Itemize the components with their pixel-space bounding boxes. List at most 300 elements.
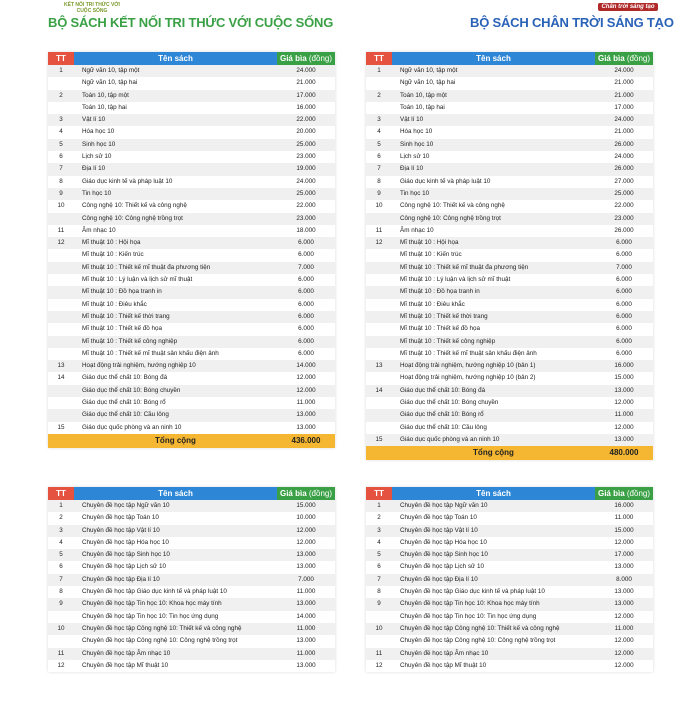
row-price: 24.000 [277, 65, 335, 77]
row-name: Ngữ văn 10, tập hai [392, 77, 595, 89]
table-row [48, 500, 335, 512]
header-row [48, 487, 335, 500]
row-tt [48, 77, 74, 89]
row-price: 25.000 [277, 139, 335, 151]
table-row [366, 139, 653, 151]
row-name: Giáo dục thể chất 10: Bóng rổ [74, 397, 277, 409]
table-row [366, 237, 653, 249]
row-name: Chuyên đề học tập Giáo dục kinh tế và pháp luật 10 [392, 586, 595, 598]
row-price: 22.000 [277, 114, 335, 126]
row-tt: 6 [366, 151, 392, 163]
row-tt [366, 213, 392, 225]
row-name: Chuyên đề học tập Công nghệ 10: Công nghệ trồng trọt [392, 635, 595, 647]
row-price: 6.000 [277, 286, 335, 298]
row-name: Toán 10, tập hai [392, 102, 595, 114]
row-name: Mĩ thuật 10 : Điêu khắc [392, 299, 595, 311]
table-row [366, 323, 653, 335]
row-name: Chuyên đề học tập Toán 10 [74, 512, 277, 524]
row-tt [48, 286, 74, 298]
table-row [48, 274, 335, 286]
table-row [366, 102, 653, 114]
row-price: 16.000 [595, 500, 653, 512]
row-price: 23.000 [595, 213, 653, 225]
row-name: Chuyên đề học tập Địa lí 10 [392, 574, 595, 586]
row-price: 12.000 [595, 648, 653, 660]
row-tt: 3 [366, 525, 392, 537]
row-price: 13.000 [595, 598, 653, 610]
table-row [48, 611, 335, 623]
table-row [48, 188, 335, 200]
total-row [366, 446, 653, 460]
row-name: Công nghệ 10: Công nghệ trồng trọt [392, 213, 595, 225]
row-tt: 7 [48, 163, 74, 175]
table-row [366, 188, 653, 200]
table-row [366, 65, 653, 77]
row-tt: 11 [366, 225, 392, 237]
row-price: 16.000 [277, 102, 335, 114]
table-row [48, 525, 335, 537]
total-label: Tổng cộng [74, 434, 277, 448]
table-row [48, 65, 335, 77]
row-price: 11.000 [277, 648, 335, 660]
row-name: Hoạt động trải nghiệm, hướng nghiệp 10 (bản 2) [392, 372, 595, 384]
row-name: Chuyên đề học tập Vật lí 10 [74, 525, 277, 537]
row-name: Mĩ thuật 10 : Thiết kế mĩ thuật sân khấu điện ảnh [74, 348, 277, 360]
row-name: Chuyên đề học tập Ngữ văn 10 [74, 500, 277, 512]
row-price: 7.000 [277, 574, 335, 586]
row-price: 11.000 [595, 623, 653, 635]
row-tt [48, 348, 74, 360]
row-tt: 13 [366, 360, 392, 372]
row-price: 24.000 [595, 114, 653, 126]
table-row [366, 200, 653, 212]
row-name: Chuyên đề học tập Công nghệ 10: Công nghệ trồng trọt [74, 635, 277, 647]
table-row [366, 586, 653, 598]
row-price: 13.000 [277, 635, 335, 647]
row-tt: 5 [48, 549, 74, 561]
row-price: 13.000 [595, 586, 653, 598]
row-price: 6.000 [595, 249, 653, 261]
heading-ctst: BỘ SÁCH CHÂN TRỜI SÁNG TẠO [470, 15, 674, 30]
row-price: 21.000 [595, 77, 653, 89]
row-tt [366, 422, 392, 434]
row-tt [366, 348, 392, 360]
row-tt: 2 [366, 512, 392, 524]
row-name: Giáo dục thể chất 10: Cầu lông [74, 409, 277, 421]
row-price: 11.000 [595, 512, 653, 524]
table-row [48, 574, 335, 586]
row-name: Chuyên đề học tập Âm nhạc 10 [392, 648, 595, 660]
row-price: 6.000 [277, 311, 335, 323]
row-price: 21.000 [595, 90, 653, 102]
row-name: Chuyên đề học tập Công nghệ 10: Thiết kế và công nghệ [74, 623, 277, 635]
row-tt: 7 [366, 163, 392, 175]
row-name: Chuyên đề học tập Tin học 10: Khoa học máy tính [392, 598, 595, 610]
header-row [48, 52, 335, 65]
table-row [366, 512, 653, 524]
row-name: Mĩ thuật 10 : Đồ họa tranh in [74, 286, 277, 298]
table-row [48, 176, 335, 188]
row-price: 6.000 [277, 274, 335, 286]
row-price: 12.000 [277, 525, 335, 537]
row-name: Chuyên đề học tập Tin học 10: Tin học ứng dụng [392, 611, 595, 623]
row-tt: 4 [48, 537, 74, 549]
row-price: 21.000 [595, 126, 653, 138]
row-price: 24.000 [595, 151, 653, 163]
row-name: Mĩ thuật 10 : Thiết kế công nghiệp [74, 336, 277, 348]
row-tt: 10 [48, 623, 74, 635]
table-row [366, 598, 653, 610]
table-row [366, 422, 653, 434]
row-name: Chuyên đề học tập Mĩ thuật 10 [74, 660, 277, 672]
header-price-unit: (đồng) [626, 489, 651, 498]
row-name: Giáo dục thể chất 10: Cầu lông [392, 422, 595, 434]
row-price: 7.000 [595, 262, 653, 274]
row-tt: 7 [366, 574, 392, 586]
row-price: 17.000 [595, 102, 653, 114]
row-price: 6.000 [595, 323, 653, 335]
table-row [48, 126, 335, 138]
table-ctst-main [366, 52, 653, 460]
table-row [366, 151, 653, 163]
row-tt: 12 [48, 237, 74, 249]
row-price: 12.000 [595, 537, 653, 549]
row-price: 14.000 [277, 360, 335, 372]
table-row [366, 360, 653, 372]
table-row [366, 623, 653, 635]
row-tt: 15 [366, 434, 392, 446]
row-price: 24.000 [595, 65, 653, 77]
header-price-label: Giá bìa [279, 489, 307, 498]
total-row [48, 434, 335, 448]
table-row [48, 163, 335, 175]
row-name: Công nghệ 10: Công nghệ trồng trọt [74, 213, 277, 225]
row-tt: 2 [48, 512, 74, 524]
table-row [366, 348, 653, 360]
row-price: 6.000 [595, 286, 653, 298]
total-spacer [366, 446, 392, 460]
header-price [595, 487, 653, 500]
total-spacer [48, 434, 74, 448]
row-price: 14.000 [277, 611, 335, 623]
row-tt: 12 [366, 660, 392, 672]
row-tt: 4 [48, 126, 74, 138]
row-name: Chuyên đề học tập Hóa học 10 [392, 537, 595, 549]
table-row [366, 274, 653, 286]
header-tt: TT [366, 487, 392, 500]
row-name: Mĩ thuật 10 : Thiết kế đồ họa [392, 323, 595, 335]
table-row [48, 299, 335, 311]
header-tt: TT [48, 52, 74, 65]
row-name: Hóa học 10 [392, 126, 595, 138]
row-name: Mĩ thuật 10 : Hội họa [392, 237, 595, 249]
row-tt: 6 [366, 561, 392, 573]
row-tt: 8 [366, 586, 392, 598]
header-row [366, 52, 653, 65]
header-price [277, 487, 335, 500]
table-row [48, 660, 335, 672]
row-price: 15.000 [595, 372, 653, 384]
total-value: 480.000 [595, 446, 653, 460]
table-row [48, 409, 335, 421]
row-name: Tin học 10 [74, 188, 277, 200]
row-price: 17.000 [595, 549, 653, 561]
row-tt [366, 397, 392, 409]
row-name: Địa lí 10 [392, 163, 595, 175]
row-tt: 8 [48, 176, 74, 188]
row-tt [48, 299, 74, 311]
table-row [48, 336, 335, 348]
row-name: Chuyên đề học tập Lịch sử 10 [392, 561, 595, 573]
table-row [48, 237, 335, 249]
total-value: 436.000 [277, 434, 335, 448]
row-tt [366, 262, 392, 274]
row-price: 26.000 [595, 139, 653, 151]
table-row [366, 225, 653, 237]
header-tt: TT [48, 487, 74, 500]
row-tt: 3 [366, 114, 392, 126]
row-tt [366, 635, 392, 647]
table-row [48, 360, 335, 372]
row-tt: 14 [366, 385, 392, 397]
row-tt: 13 [48, 360, 74, 372]
row-tt [366, 274, 392, 286]
row-tt [366, 409, 392, 421]
row-price: 18.000 [277, 225, 335, 237]
row-price: 25.000 [595, 188, 653, 200]
row-price: 11.000 [277, 397, 335, 409]
row-tt [366, 611, 392, 623]
row-name: Công nghệ 10: Thiết kế và công nghệ [74, 200, 277, 212]
table-row [48, 397, 335, 409]
row-price: 6.000 [595, 299, 653, 311]
row-name: Mĩ thuật 10 : Thiết kế thời trang [392, 311, 595, 323]
table-row [366, 77, 653, 89]
row-tt: 1 [366, 500, 392, 512]
ctst-logo: Chân trời sáng tạo [598, 3, 658, 11]
row-price: 6.000 [277, 348, 335, 360]
table-row [366, 635, 653, 647]
row-price: 13.000 [277, 660, 335, 672]
row-tt: 5 [366, 549, 392, 561]
row-price: 12.000 [595, 397, 653, 409]
row-price: 19.000 [277, 163, 335, 175]
table-kntt-chuyende [48, 487, 335, 672]
kntt-logo: KẾT NỐI TRI THỨC VỚI CUỘC SỐNG [64, 2, 120, 14]
row-name: Toán 10, tập một [74, 90, 277, 102]
row-price: 13.000 [277, 422, 335, 434]
row-tt: 11 [48, 225, 74, 237]
table-row [48, 225, 335, 237]
row-price: 15.000 [277, 500, 335, 512]
table-row [48, 262, 335, 274]
header-name: Tên sách [74, 52, 277, 65]
row-price: 6.000 [595, 311, 653, 323]
row-name: Chuyên đề học tập Sinh học 10 [74, 549, 277, 561]
header-price-unit: (đồng) [308, 489, 333, 498]
table-row [48, 635, 335, 647]
row-tt [48, 323, 74, 335]
row-name: Mĩ thuật 10 : Thiết kế mĩ thuật sân khấu điện ảnh [392, 348, 595, 360]
table-row [48, 422, 335, 434]
header-price-unit: (đồng) [626, 54, 651, 63]
row-price: 13.000 [595, 561, 653, 573]
row-price: 11.000 [595, 409, 653, 421]
heading-kntt: BỘ SÁCH KẾT NỐI TRI THỨC VỚI CUỘC SỐNG [48, 15, 334, 30]
table-row [366, 262, 653, 274]
row-tt [48, 274, 74, 286]
row-price: 10.000 [277, 512, 335, 524]
row-price: 12.000 [595, 660, 653, 672]
table-row [48, 648, 335, 660]
table-row [48, 561, 335, 573]
row-tt: 8 [48, 586, 74, 598]
table-row [366, 336, 653, 348]
row-name: Chuyên đề học tập Toán 10 [392, 512, 595, 524]
table-row [366, 549, 653, 561]
table-row [366, 372, 653, 384]
table-row [48, 537, 335, 549]
row-tt: 11 [48, 648, 74, 660]
table-row [366, 114, 653, 126]
table-row [366, 648, 653, 660]
table-row [48, 77, 335, 89]
row-price: 13.000 [595, 434, 653, 446]
row-name: Hóa học 10 [74, 126, 277, 138]
table-row [48, 286, 335, 298]
table-row [366, 311, 653, 323]
row-tt: 10 [366, 200, 392, 212]
row-price: 6.000 [277, 249, 335, 261]
table-kntt-main [48, 52, 335, 448]
row-name: Mĩ thuật 10 : Lý luận và lịch sử mĩ thuật [392, 274, 595, 286]
row-price: 12.000 [277, 372, 335, 384]
row-tt [366, 323, 392, 335]
row-name: Mĩ thuật 10 : Lý luận và lịch sử mĩ thuật [74, 274, 277, 286]
row-name: Lịch sử 10 [74, 151, 277, 163]
table-row [48, 598, 335, 610]
row-name: Mĩ thuật 10 : Thiết kế đồ họa [74, 323, 277, 335]
row-name: Ngữ văn 10, tập một [392, 65, 595, 77]
table-row [48, 102, 335, 114]
header-price-unit: (đồng) [308, 54, 333, 63]
row-tt: 3 [48, 114, 74, 126]
row-name: Giáo dục kinh tế và pháp luật 10 [74, 176, 277, 188]
row-tt: 15 [48, 422, 74, 434]
table-row [366, 213, 653, 225]
row-tt: 7 [48, 574, 74, 586]
table-row [366, 561, 653, 573]
row-price: 6.000 [277, 237, 335, 249]
table-row [48, 549, 335, 561]
row-name: Vật lí 10 [392, 114, 595, 126]
row-name: Chuyên đề học tập Giáo dục kinh tế và pháp luật 10 [74, 586, 277, 598]
row-tt [48, 611, 74, 623]
row-price: 13.000 [277, 549, 335, 561]
row-price: 6.000 [277, 299, 335, 311]
header-price-label: Giá bìa [279, 54, 307, 63]
row-name: Giáo dục thể chất 10: Bóng chuyền [392, 397, 595, 409]
row-tt: 2 [48, 90, 74, 102]
row-name: Âm nhạc 10 [392, 225, 595, 237]
row-price: 12.000 [277, 385, 335, 397]
table-row [366, 537, 653, 549]
row-price: 6.000 [595, 274, 653, 286]
row-name: Giáo dục quốc phòng và an ninh 10 [74, 422, 277, 434]
row-tt: 1 [366, 65, 392, 77]
row-name: Chuyên đề học tập Ngữ văn 10 [392, 500, 595, 512]
table-row [48, 200, 335, 212]
row-name: Mĩ thuật 10 : Thiết kế công nghiệp [392, 336, 595, 348]
table-ctst-chuyende [366, 487, 653, 672]
row-tt: 10 [366, 623, 392, 635]
row-tt [48, 262, 74, 274]
table-row [366, 176, 653, 188]
row-name: Toán 10, tập một [392, 90, 595, 102]
row-tt [48, 397, 74, 409]
row-name: Mĩ thuật 10 : Kiến trúc [74, 249, 277, 261]
row-price: 13.000 [595, 385, 653, 397]
row-tt: 4 [366, 126, 392, 138]
row-price: 6.000 [595, 348, 653, 360]
row-name: Vật lí 10 [74, 114, 277, 126]
row-name: Mĩ thuật 10 : Hội họa [74, 237, 277, 249]
table-row [366, 299, 653, 311]
header-price [277, 52, 335, 65]
row-name: Âm nhạc 10 [74, 225, 277, 237]
table-row [366, 249, 653, 261]
row-price: 6.000 [277, 323, 335, 335]
row-name: Chuyên đề học tập Sinh học 10 [392, 549, 595, 561]
table-row [48, 623, 335, 635]
table-row [48, 348, 335, 360]
row-tt [48, 409, 74, 421]
row-price: 15.000 [595, 525, 653, 537]
row-name: Chuyên đề học tập Lịch sử 10 [74, 561, 277, 573]
row-name: Mĩ thuật 10 : Thiết kế mĩ thuật đa phương tiện [74, 262, 277, 274]
row-price: 22.000 [277, 200, 335, 212]
row-tt: 10 [48, 200, 74, 212]
row-name: Chuyên đề học tập Mĩ thuật 10 [392, 660, 595, 672]
row-tt: 4 [366, 537, 392, 549]
row-name: Giáo dục thể chất 10: Bóng chuyền [74, 385, 277, 397]
row-name: Giáo dục thể chất 10: Bóng rổ [392, 409, 595, 421]
row-price: 11.000 [277, 586, 335, 598]
row-name: Chuyên đề học tập Vật lí 10 [392, 525, 595, 537]
row-name: Mĩ thuật 10 : Kiến trúc [392, 249, 595, 261]
row-tt: 5 [366, 139, 392, 151]
table-row [48, 512, 335, 524]
table-row [366, 611, 653, 623]
row-tt [366, 286, 392, 298]
row-price: 23.000 [277, 213, 335, 225]
header-tt: TT [366, 52, 392, 65]
row-price: 13.000 [277, 561, 335, 573]
row-tt: 8 [366, 176, 392, 188]
row-price: 6.000 [595, 237, 653, 249]
row-tt [366, 77, 392, 89]
row-name: Giáo dục quốc phòng và an ninh 10 [392, 434, 595, 446]
row-tt [366, 102, 392, 114]
row-name: Giáo dục kinh tế và pháp luật 10 [392, 176, 595, 188]
table-row [366, 385, 653, 397]
row-tt [48, 249, 74, 261]
table-row [366, 90, 653, 102]
row-name: Mĩ thuật 10 : Thiết kế mĩ thuật đa phương tiện [392, 262, 595, 274]
row-tt: 1 [48, 65, 74, 77]
table-row [366, 660, 653, 672]
row-tt: 1 [48, 500, 74, 512]
